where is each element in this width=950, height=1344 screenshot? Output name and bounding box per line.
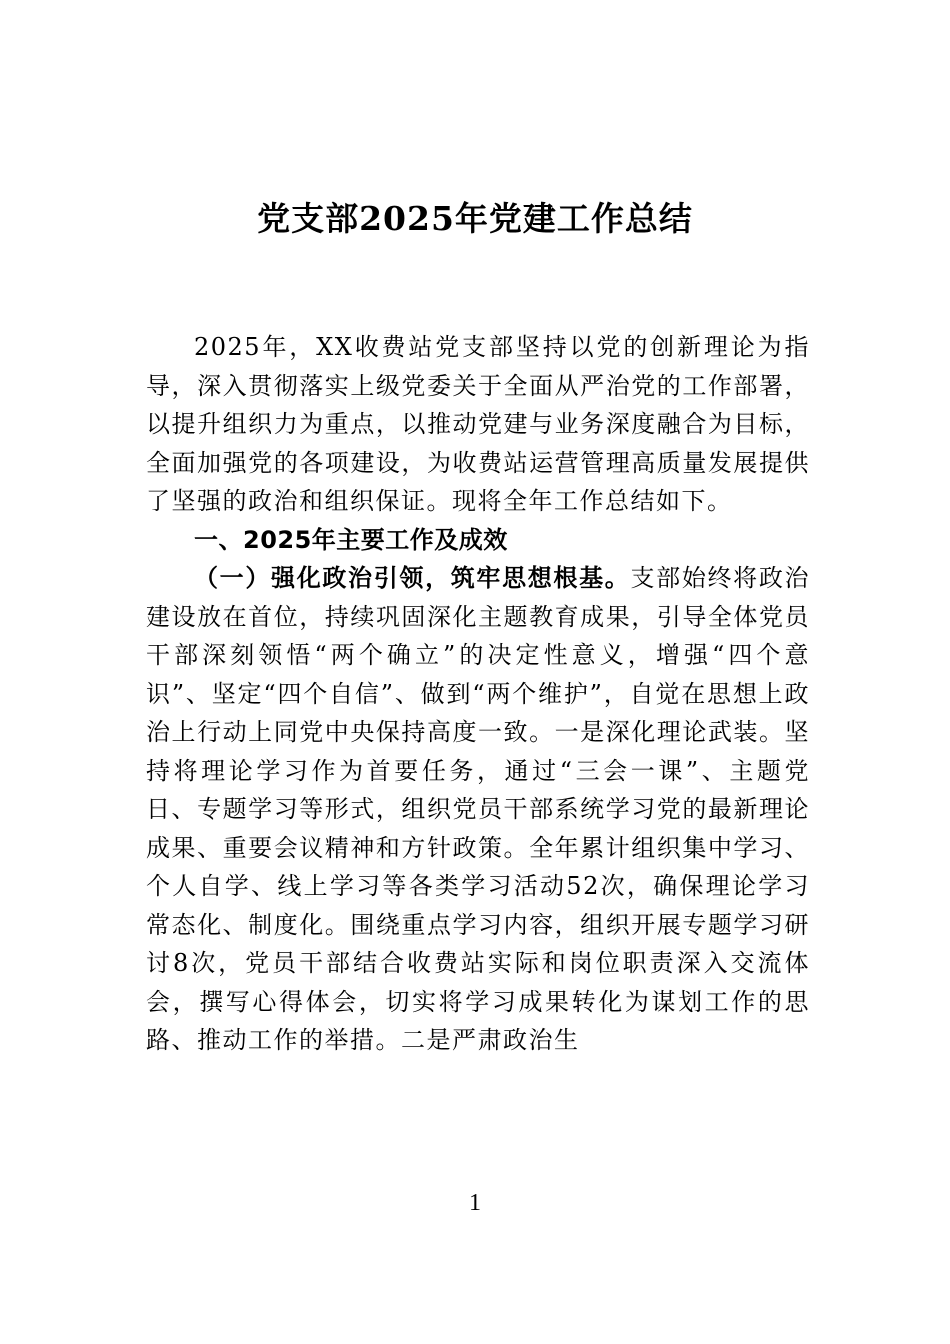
page-number: 1	[469, 1190, 481, 1216]
sub-heading: （一）强化政治引领，筑牢思想根基。	[194, 563, 631, 592]
intro-paragraph: 2025年，XX收费站党支部坚持以党的创新理论为指导，深入贯彻落实上级党委关于全面从严治党的工作部署，以提升组织力为重点，以推动党建与业务深度融合为目标，全面加强党的各项建设，为收费站运营管理高质量发展提供了坚强的政治和组织保证。现将全年工作总结如下。	[146, 333, 810, 515]
section-paragraph	[146, 559, 810, 1060]
document-body	[146, 328, 810, 1060]
section-heading: 一、2025年主要工作及成效	[194, 525, 508, 554]
sub-section-text: 支部始终将政治建设放在首位，持续巩固深化主题教育成果，引导全体党员干部深刻领悟“两个确立”的决定性意义，增强“四个意识”、坚定“四个自信”、做到“两个维护”，自觉在思想上政治上行动上同党中央保持高度一致。一是深化理论武装。坚持将理论学习作为首要任务，通过“三会一课”、主题党日、专题学习等形式，组织党员干部系统学习党的最新理论成果、重要会议精神和方针政策。全年累计组织集中学习、个人自学、线上学习等各类学习活动52次，确保理论学习常态化、制度化。围绕重点学习内容，组织开展专题学习研讨8次，党员干部结合收费站实际和岗位职责深入交流体会，撰写心得体会，切实将学习成果转化为谋划工作的思路、推动工作的举措。二是严肃政治生	[146, 564, 811, 1054]
document-title: 党支部2025年党建工作总结	[257, 199, 693, 238]
